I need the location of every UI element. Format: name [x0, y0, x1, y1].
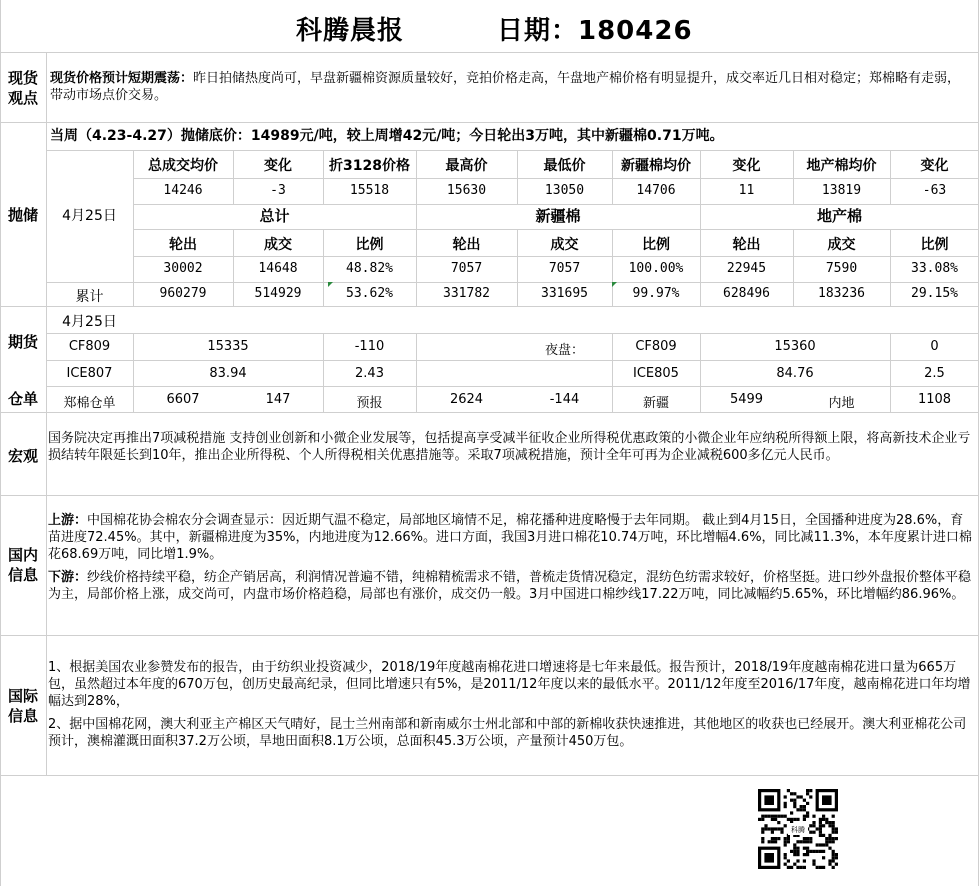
- price-header: 新疆棉均价: [621, 158, 691, 174]
- futures-cell: 2.5: [924, 366, 945, 381]
- warehouse-cell: 郑棉仓单: [63, 396, 116, 411]
- price-value: 15630: [446, 183, 487, 198]
- futures-date: 4月25日: [62, 314, 117, 330]
- upstream-body: 中国棉花协会棉农分会调查显示：因近期气温不稳定，局部地区墒情不足，棉花播种进度略慢于去年同期。 截止到4月15日，全国播种进度为28.6%，育苗进度72.45%。其中，新疆棉进度为35%，内地进度为12.66%。进口方面，我国3月进口棉花10.74万吨，环比增幅4.6%，同比减11.3%，本年度累计进口棉花68.69万吨，同比增1.9%。: [48, 513, 972, 562]
- international-item-2: 2、据中国棉花网，澳大利亚主产棉区天气晴好，昆士兰州南部和新南威尔士州北部和中部的新棉收获快速推进，其他地区的收获也已经展开。澳大利亚棉花公司预计，澳棉灌溉田面积37.2万公顷，旱地田面积8.1万公顷，总面积45.3万公顷，产量预计450万包。: [48, 717, 967, 749]
- futures-cell: ICE807: [66, 366, 113, 381]
- warehouse-cell: -144: [549, 392, 580, 407]
- price-value: 14246: [163, 183, 203, 198]
- svg-text:科腾: 科腾: [791, 826, 805, 834]
- warehouse-cell: 6607: [166, 392, 200, 407]
- spot-view-heading: 现货价格预计短期震荡：: [50, 71, 194, 86]
- price-value: 14706: [636, 183, 676, 198]
- international-label-line2: 信息: [7, 707, 38, 725]
- warehouse-cell: 2624: [449, 392, 484, 407]
- futures-cell: 0: [930, 339, 939, 354]
- auction-label: 抛储: [7, 206, 38, 224]
- group-header: 地产棉: [816, 207, 862, 225]
- cumulative-value: 628496: [723, 286, 770, 301]
- daily-value: 7057: [548, 261, 581, 276]
- warehouse-cell: 内地: [828, 396, 855, 411]
- price-value: 13050: [544, 183, 585, 198]
- price-header: 变化: [732, 158, 761, 174]
- daily-value: 100.00%: [628, 261, 684, 276]
- cumulative-value: 99.97%: [632, 286, 680, 301]
- domestic-downstream: [48, 569, 974, 603]
- domestic-label-line2: 信息: [7, 566, 38, 584]
- spot-label-line1: 现货: [7, 69, 38, 87]
- sub-header: 比例: [920, 237, 949, 253]
- daily-value: 14648: [258, 261, 298, 276]
- macro-label: 宏观: [7, 447, 38, 465]
- daily-value: 7057: [450, 261, 483, 276]
- futures-cell: 84.76: [776, 366, 814, 381]
- sub-header: 轮出: [169, 237, 197, 253]
- price-value: 13819: [821, 183, 862, 198]
- upstream-heading: 上游：: [48, 513, 88, 528]
- futures-cell: CF809: [68, 339, 111, 354]
- warehouse-label: 仓单: [7, 390, 38, 408]
- price-value: -63: [922, 183, 947, 198]
- futures-cell: 83.94: [209, 366, 247, 381]
- group-header: 总计: [259, 207, 290, 225]
- spot-label: [1, 68, 45, 108]
- futures-cell: 2.43: [355, 366, 384, 381]
- sub-header: 成交: [827, 237, 856, 253]
- spot-view-body: 昨日拍储热度尚可，早盘新疆棉资源质量较好，竞拍价格走高，午盘地产棉价格有明显提升，成交率近几日相对稳定；郑棉略有走弱，带动市场点价交易。: [50, 71, 961, 103]
- price-header: 最高价: [445, 158, 488, 174]
- cumulative-value: 514929: [254, 286, 302, 301]
- cumulative-value: 29.15%: [911, 286, 958, 301]
- cumulative-label: 累计: [75, 289, 104, 305]
- price-value: 11: [738, 183, 755, 198]
- futures-label: 期货: [7, 333, 38, 351]
- futures-cell: ICE805: [633, 366, 679, 381]
- daily-value: 22945: [726, 261, 767, 276]
- downstream-heading: 下游：: [48, 570, 88, 585]
- macro-text: 国务院决定再推出7项减税措施 支持创业创新和小微企业发展等，包括提高享受减半征收企业所得税优惠政策的小微企业年应纳税所得额上限，将高新技术企业亏损结转年限延长到10年，推出企业所得税、个人所得税相关优惠措施等。采取7项减税措施，预计全年可再为企业减税600多亿元人民币。: [48, 431, 971, 463]
- price-header: 总成交均价: [148, 158, 218, 174]
- daily-value: 33.08%: [911, 261, 958, 276]
- warehouse-cell: 新疆: [642, 396, 669, 411]
- qr-code-icon: [742, 785, 854, 873]
- sub-header: 轮出: [452, 237, 481, 253]
- international-label-line1: 国际: [7, 687, 38, 705]
- warehouse-cell: 1108: [917, 392, 952, 407]
- sub-header: 成交: [550, 237, 579, 253]
- price-header: 最低价: [543, 158, 586, 174]
- futures-cell: 夜盘：: [544, 343, 584, 358]
- daily-value: 30002: [163, 261, 203, 276]
- report-title: 科腾晨报: [296, 16, 405, 46]
- sub-header: 成交: [264, 237, 292, 253]
- cumulative-value: 53.62%: [346, 286, 393, 301]
- auction-summary: 当周（4.23-4.27）抛储底价：14989元/吨，较上周增42元/吨；今日轮出3万吨，其中新疆棉0.71万吨。: [50, 128, 724, 144]
- report-date: 日期：180426: [497, 16, 693, 46]
- warehouse-cell: 147: [265, 392, 291, 407]
- domestic-label-line1: 国内: [7, 546, 38, 564]
- auction-date: 4月25日: [62, 208, 117, 224]
- international-label: [1, 686, 45, 726]
- warehouse-cell: 预报: [356, 396, 383, 411]
- sub-header: 比例: [642, 237, 670, 253]
- sub-header: 比例: [355, 237, 384, 253]
- cell-flag-marker: [328, 282, 333, 287]
- cumulative-value: 331782: [443, 286, 490, 301]
- domestic-label: [1, 545, 45, 585]
- price-value: -3: [270, 183, 286, 198]
- report-header: [0, 0, 979, 52]
- price-value: 15518: [349, 183, 390, 198]
- spot-label-line2: 观点: [7, 89, 38, 107]
- price-header: 变化: [264, 158, 292, 174]
- price-header: 折3128价格: [329, 158, 410, 174]
- futures-cell: -110: [354, 339, 385, 354]
- downstream-body: 纱线价格持续平稳，纺企产销居高，利润情况普遍不错，纯棉精梳需求不错，普梳走货情况稳定，混纺色纺需求较好，价格坚挺。进口纱外盘报价整体平稳为主，局部价格上涨，成交尚可，内盘市场价格趋稳，局部也有涨价，成交仍一般。3月中国进口棉纱线17.22万吨，同比减幅约5.65%，环比增幅约86.96%。: [48, 570, 972, 602]
- futures-cell: 15335: [207, 339, 249, 354]
- cumulative-value: 331695: [541, 286, 588, 301]
- group-header: 新疆棉: [535, 207, 581, 225]
- warehouse-cell: 5499: [729, 392, 764, 407]
- daily-value: 7590: [825, 261, 858, 276]
- international-item-1: 1、根据美国农业参赞发布的报告，由于纺织业投资减少，2018/19年度越南棉花进口增速将是七年来最低。报告预计，2018/19年度越南棉花进口量为665万包，虽然超过本年度的670万包，创历史最高纪录，但同比增速只有5%，是2011/12年度以来的最低水平。2011/12年度至2016/17年度，越南棉花进口年均增幅达到28%，: [48, 660, 971, 709]
- cumulative-value: 960279: [159, 286, 207, 301]
- cell-flag-marker: [612, 282, 617, 287]
- domestic-upstream: [48, 512, 974, 563]
- futures-cell: 15360: [774, 339, 816, 354]
- sub-header: 轮出: [732, 237, 761, 253]
- cumulative-value: 183236: [818, 286, 865, 301]
- daily-value: 48.82%: [346, 261, 393, 276]
- price-header: 变化: [920, 158, 949, 174]
- futures-cell: CF809: [635, 339, 677, 354]
- spot-view-text: [50, 70, 972, 104]
- price-header: 地产棉均价: [806, 158, 877, 174]
